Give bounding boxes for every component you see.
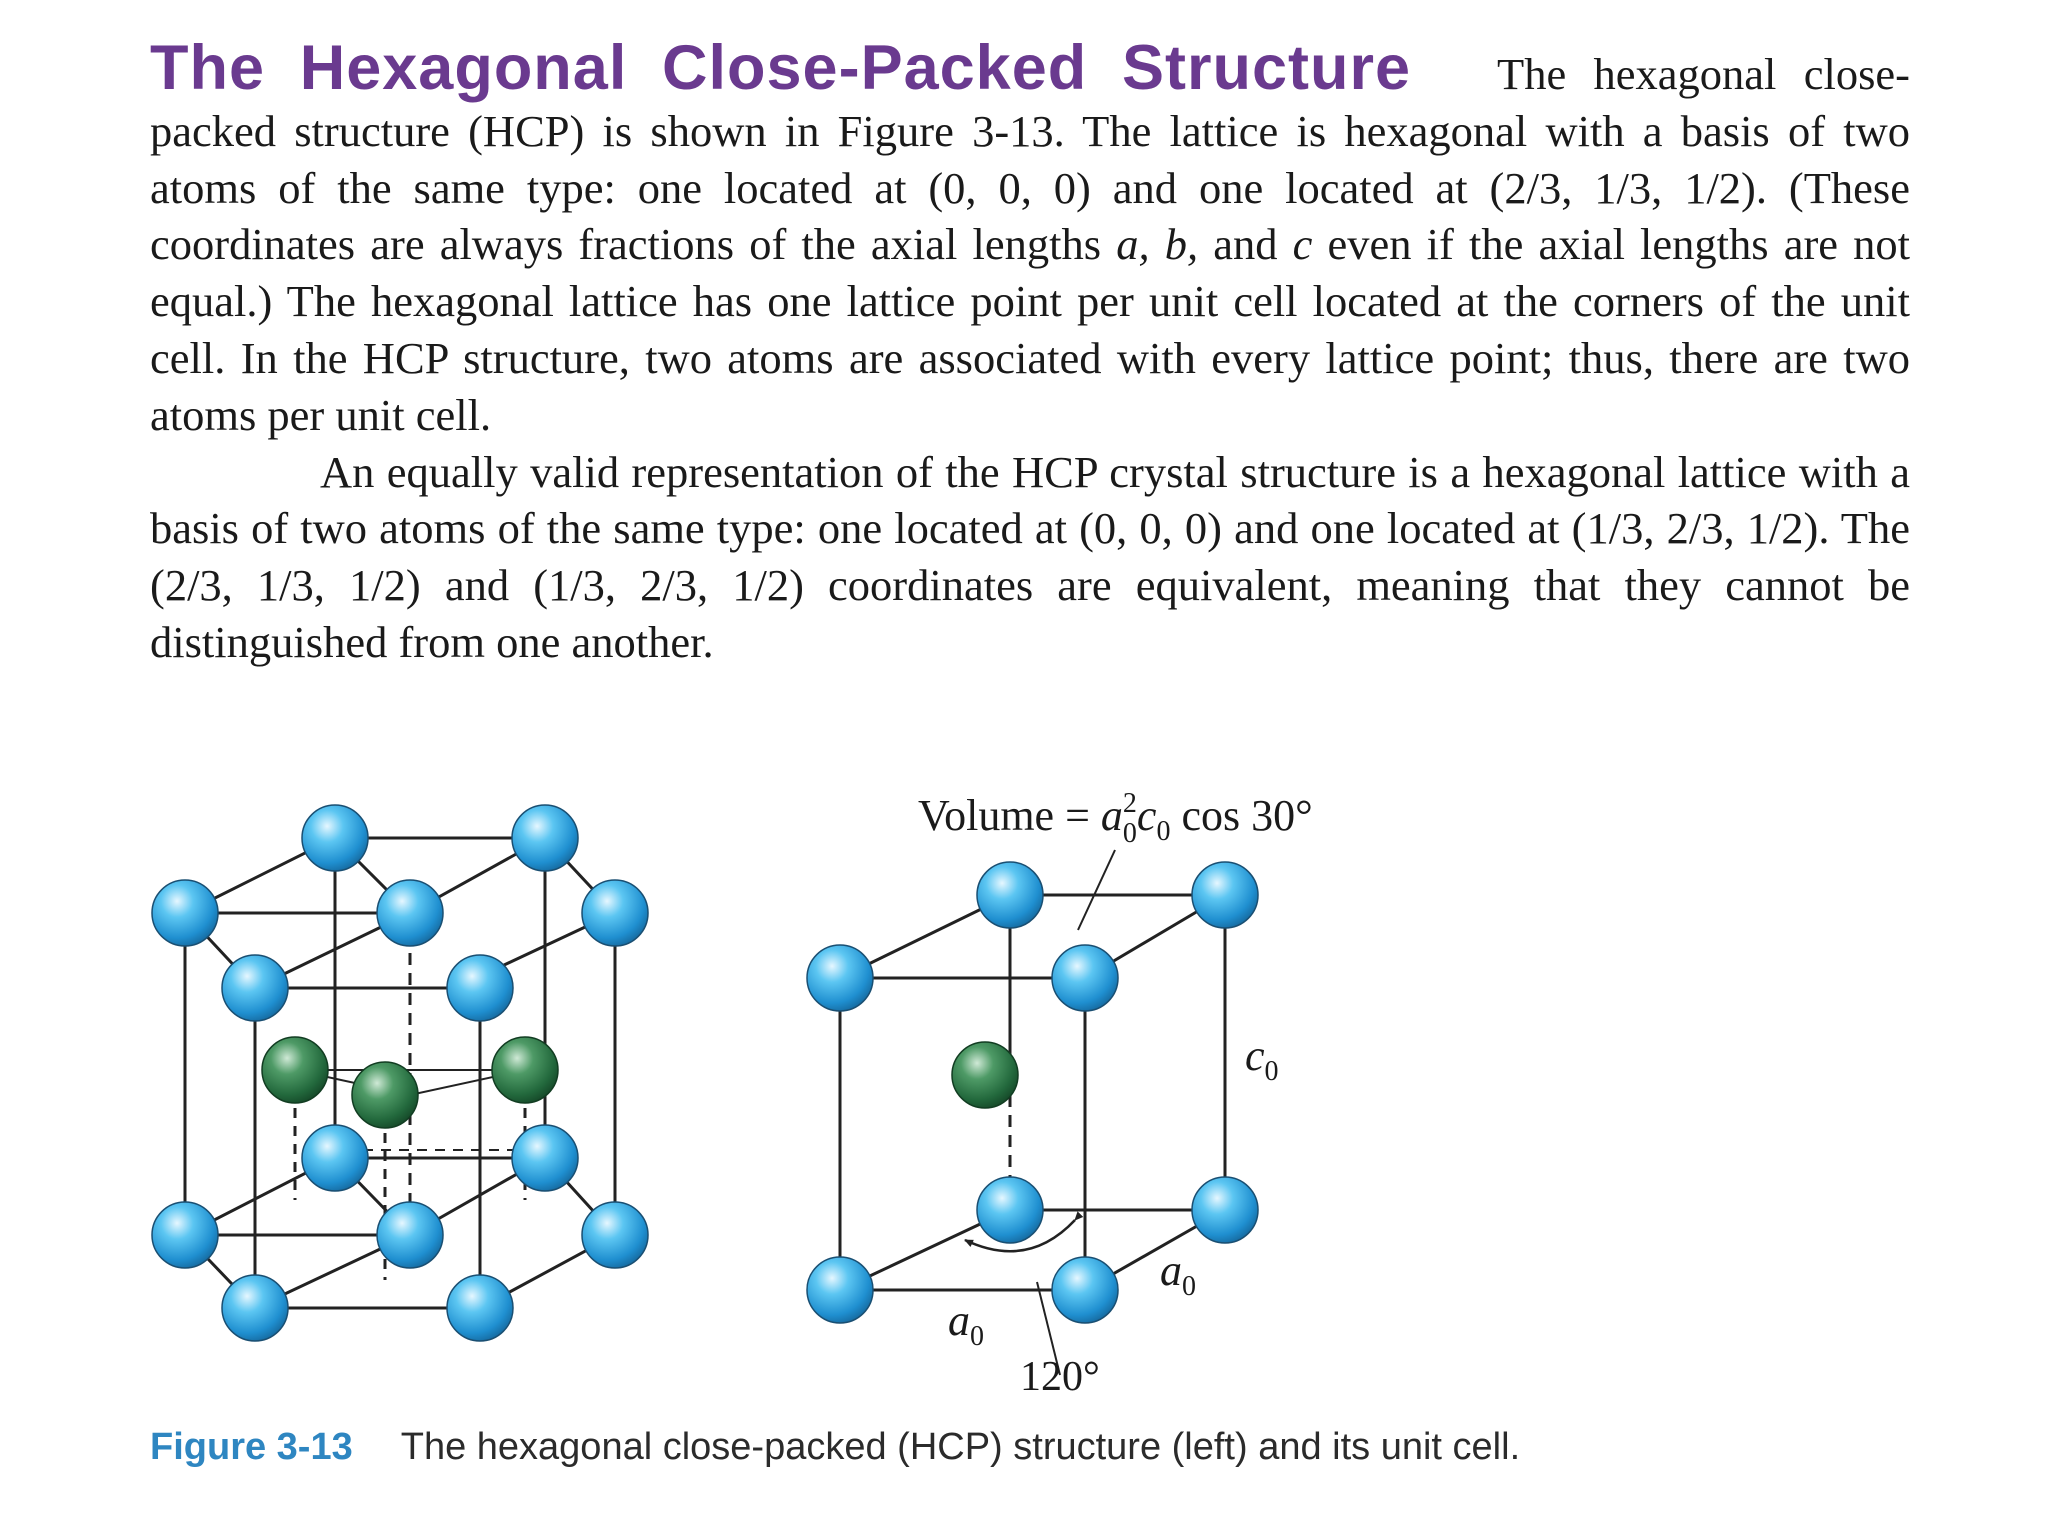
figure-3-13 bbox=[0, 760, 2048, 1420]
atom-top-2 bbox=[512, 805, 578, 871]
atom-top-4 bbox=[377, 880, 443, 946]
cell-atom-bottom-front-right bbox=[1052, 1257, 1118, 1323]
atom-bottom-4 bbox=[377, 1202, 443, 1268]
paragraph-1-lead: The hexagonal close-packed structure (HCP) is shown in Figure 3-13. The lattice is hexagonal with a basis of two atoms of the same type: one located at (0, 0, 0) and one located at (2/3, 1/3, 1/2). (These coordinates are always fractions of the axial lengths bbox=[150, 49, 1911, 270]
cell-atom-top-front-left bbox=[807, 945, 873, 1011]
cell-atom-basis bbox=[952, 1042, 1018, 1108]
atom-top-6 bbox=[222, 955, 288, 1021]
cell-atom-top-back-right bbox=[1192, 862, 1258, 928]
and-word: and bbox=[1213, 219, 1278, 270]
body-text bbox=[150, 33, 1911, 671]
figure-caption bbox=[150, 1426, 1910, 1469]
atom-bottom-3 bbox=[152, 1202, 218, 1268]
cell-atom-bottom-front-left bbox=[807, 1257, 873, 1323]
axis-b: b, bbox=[1164, 219, 1199, 270]
atom-bottom-6 bbox=[222, 1275, 288, 1341]
atom-middle-2 bbox=[492, 1037, 558, 1103]
section-heading: The Hexagonal Close-Packed Structure bbox=[150, 33, 1412, 103]
atom-bottom-2 bbox=[512, 1125, 578, 1191]
cell-atom-top-back-left bbox=[977, 862, 1043, 928]
paragraph-1-tail: even if the axial lengths are not equal.) The hexagonal lattice has one lattice point per unit cell located at the corners of the unit cell. In the HCP structure, two atoms are associated with every lattice point; thus, there are two atoms per unit cell. bbox=[150, 219, 1911, 440]
atom-bottom-1 bbox=[302, 1125, 368, 1191]
unit-cell-atoms bbox=[807, 862, 1258, 1323]
paragraph-1 bbox=[150, 33, 1911, 444]
paragraph-2: An equally valid representation of the HCP crystal structure is a hexagonal lattice with a basis of two atoms of the same type: one located at (0, 0, 0) and one located at (1/3, 2/3, 1/2). The (2/3, 1/3, 1/2) and (1/3, 2/3, 1/2) coordinates are equivalent, meaning that they cannot be distinguished from one another. bbox=[150, 446, 1910, 667]
caption-text: The hexagonal close-packed (HCP) structure (left) and its unit cell. bbox=[400, 1426, 1521, 1468]
atom-top-7 bbox=[447, 955, 513, 1021]
atom-top-1 bbox=[302, 805, 368, 871]
cell-atom-top-front-right bbox=[1052, 945, 1118, 1011]
axis-c: c bbox=[1292, 219, 1313, 270]
hcp-figure-svg bbox=[0, 760, 2048, 1420]
unit-cell-drawing bbox=[840, 850, 1225, 1375]
volume-label: Volume = $a^2$ $0c_0$ cos 30° bbox=[918, 788, 1313, 849]
atom-bottom-5 bbox=[582, 1202, 648, 1268]
atom-middle-1 bbox=[262, 1037, 328, 1103]
atom-bottom-7 bbox=[447, 1275, 513, 1341]
cell-atom-bottom-back-left bbox=[977, 1177, 1043, 1243]
cell-atom-bottom-back-right bbox=[1192, 1177, 1258, 1243]
c0-label: $c_0$ bbox=[1245, 1031, 1279, 1087]
atom-top-5 bbox=[582, 880, 648, 946]
axis-a: a, bbox=[1116, 219, 1150, 270]
a0-right-label: $a_0$ bbox=[1160, 1246, 1196, 1302]
hcp-structure-atoms bbox=[152, 805, 648, 1341]
volume-leader-line bbox=[1078, 850, 1115, 930]
angle-label: 120° bbox=[1020, 1354, 1100, 1400]
caption-label: Figure 3-13 bbox=[150, 1426, 353, 1468]
atom-top-3 bbox=[152, 880, 218, 946]
a0-bottom-label: $a_0$ bbox=[948, 1296, 984, 1352]
atom-middle-3 bbox=[352, 1062, 418, 1128]
